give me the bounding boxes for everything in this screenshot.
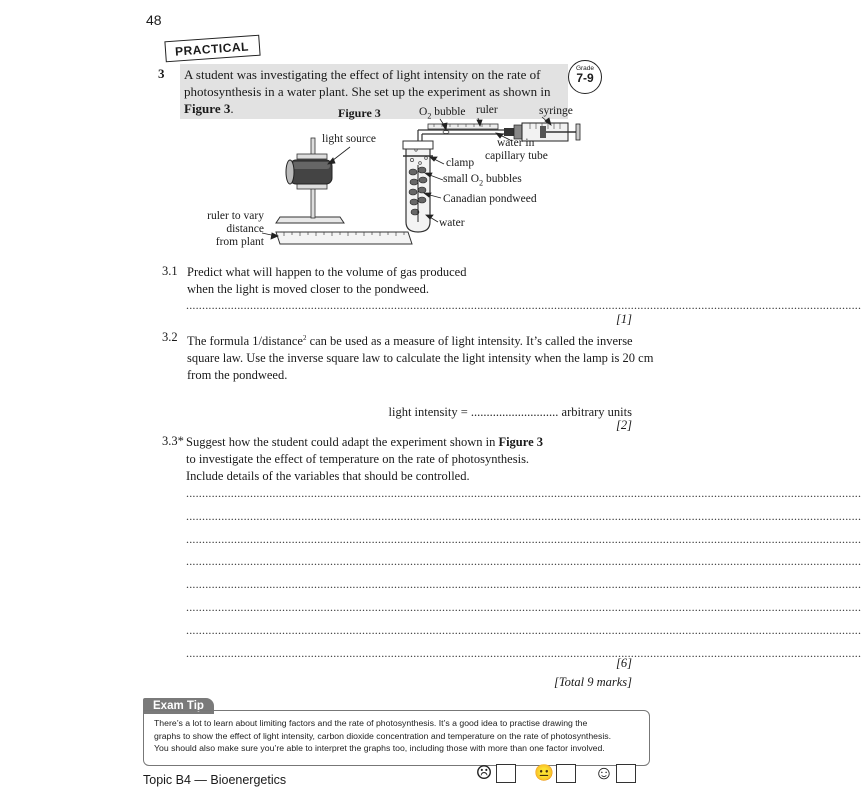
marks-3-1: [1] <box>616 312 632 326</box>
answer-line-3-3-3[interactable]: ................................................................................................................................................................................................................... <box>186 532 861 546</box>
answer-dots[interactable]: ............................ <box>470 405 559 419</box>
sq3-line1a: Suggest how the student could adapt the experiment shown in <box>186 435 499 449</box>
label-water-in: water in <box>497 137 535 149</box>
answer-line-3-3-6[interactable]: ................................................................................................................................................................................................................... <box>186 600 861 614</box>
sq3-line3: Include details of the variables that should be controlled. <box>186 469 470 483</box>
label-canadian-pondweed: Canadian pondweed <box>443 193 537 205</box>
total-marks: [Total 9 marks] <box>553 675 632 689</box>
label-small-o2-prefix: small O <box>443 173 480 185</box>
answer-line-3-1[interactable]: ................................................................................................................................................................................................................... <box>186 298 861 312</box>
label-ruler-vary-2: distance <box>226 223 264 235</box>
grade-label: Grade <box>575 65 595 72</box>
answer-prefix: light intensity = <box>388 405 471 419</box>
sq1-line1: Predict what will happen to the volume of gas produced <box>187 265 467 279</box>
answer-line-3-3-1[interactable]: ................................................................................................................................................................................................................... <box>186 486 861 500</box>
question-number: 3 <box>158 66 165 81</box>
label-small-o2-suffix: bubbles <box>483 173 522 185</box>
confidence-box-high[interactable] <box>616 764 636 783</box>
practical-badge: PRACTICAL <box>164 35 260 63</box>
answer-line-3-3-8[interactable]: ................................................................................................................................................................................................................... <box>186 646 861 660</box>
figure-ref: Figure 3 <box>184 101 231 116</box>
sq1-line2: when the light is moved closer to the pondweed. <box>187 282 429 296</box>
answer-suffix: arbitrary units <box>558 405 632 419</box>
distance-ruler <box>276 232 412 244</box>
answer-line-3-3-2[interactable]: ................................................................................................................................................................................................................... <box>186 509 861 523</box>
marks-3-2: [2] <box>616 418 632 432</box>
happy-face-icon: ☺ <box>594 763 614 784</box>
confidence-box-medium[interactable] <box>556 764 576 783</box>
label-ruler-vary-3: from plant <box>215 236 264 248</box>
exam-tip-line2: graphs to show the effect of light intensity, carbon dioxide concentration and temperature on the rate of photosynthesis. <box>154 730 612 741</box>
marks-3-3: [6] <box>616 656 632 670</box>
answer-line-3-3-4[interactable]: ................................................................................................................................................................................................................... <box>186 554 861 568</box>
test-tube <box>403 141 433 232</box>
subquestion-text-3-3 <box>186 434 626 485</box>
sq2-sup: 2 <box>302 334 307 342</box>
intro-period: . <box>230 101 234 116</box>
exam-tip-title: Exam Tip <box>143 698 214 714</box>
question-intro-line1: A student was investigating the effect of light intensity on the rate of <box>184 67 541 82</box>
sq3-line2: to investigate the effect of temperature on the rate of photosynthesis. <box>186 452 530 466</box>
label-small-o2 <box>443 173 522 189</box>
confidence-box-low[interactable] <box>496 764 516 783</box>
label-o2-bubble <box>419 106 466 122</box>
label-capillary-tube: capillary tube <box>485 150 548 162</box>
subquestion-text-3-1 <box>187 264 627 298</box>
exam-tip-line1: There’s a lot to learn about limiting factors and the rate of photosynthesis. It’s a good idea to practise drawing the <box>154 718 588 728</box>
label-ruler: ruler <box>476 104 498 116</box>
light-source-lamp <box>286 160 332 184</box>
exam-tip-box <box>143 710 650 766</box>
exam-tip-line3: You should also make sure you’re able to interpret the graphs too, including those with more than one factor involved. <box>154 743 605 753</box>
answer-line-3-3-5[interactable]: ................................................................................................................................................................................................................... <box>186 577 861 591</box>
experiment-diagram <box>0 0 800 260</box>
subquestion-number-3-2: 3.2 <box>162 330 178 344</box>
sad-face-icon: ☹ <box>475 763 493 784</box>
label-small-o2-sub: 2 <box>479 178 484 188</box>
sq2-line1b: can be used as a measure of light intensity. It’s called the inverse <box>306 334 633 349</box>
sq2-line2: square law. Use the inverse square law to calculate the light intensity when the lamp is 20 cm <box>187 351 654 366</box>
sq3-figure-ref: Figure 3 <box>498 435 544 449</box>
question-intro-line2: photosynthesis in a water plant. She set up the experiment as shown in <box>184 84 551 99</box>
label-o2-prefix: O <box>419 106 428 118</box>
neutral-face-icon: 😐 <box>534 765 554 782</box>
sq2-line1a: The formula 1/distance <box>187 334 303 349</box>
subquestion-number-3-1: 3.1 <box>162 264 178 278</box>
footer-topic: Topic B4 — Bioenergetics <box>143 773 287 787</box>
answer-line-3-3-7[interactable]: ................................................................................................................................................................................................................... <box>186 623 861 637</box>
label-o2-sub: 2 <box>427 111 432 121</box>
label-o2-suffix: bubble <box>431 106 466 118</box>
label-light-source: light source <box>322 133 376 145</box>
figure-title: Figure 3 <box>338 106 381 120</box>
label-water: water <box>439 217 465 229</box>
subquestion-number-3-3: 3.3* <box>162 434 184 448</box>
grade-value: 7-9 <box>576 71 594 85</box>
label-ruler-vary-1: ruler to vary <box>207 210 264 222</box>
page-number: 48 <box>146 12 162 28</box>
label-syringe: syringe <box>539 105 573 117</box>
subquestion-text-3-2 <box>187 330 654 384</box>
sq2-line3: from the pondweed. <box>187 368 288 383</box>
label-ruler-vary <box>200 210 264 249</box>
label-clamp: clamp <box>446 157 475 169</box>
